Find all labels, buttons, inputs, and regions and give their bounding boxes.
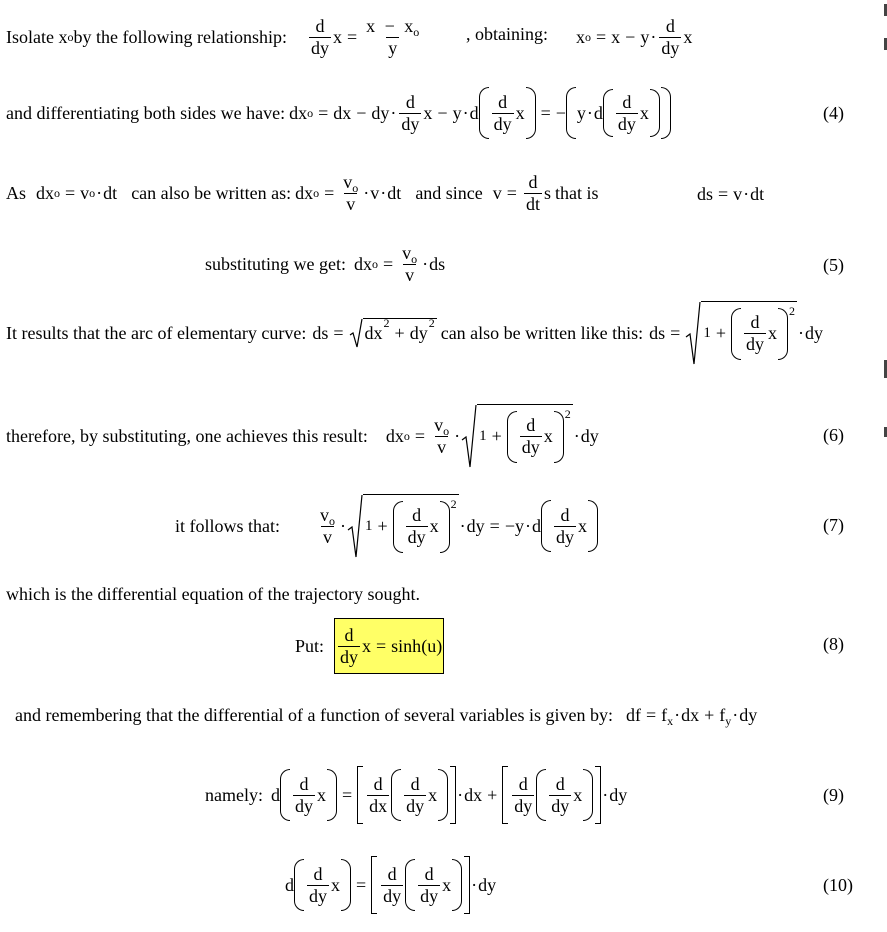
as-statement: As dx o = v o · dt can also be written as: dx o = $\frac{v_o}{v}$ · v · dt and since v = $\frac{d}{dt}$ s that is [6,171,599,214]
equation-label-7: (7) [823,515,844,535]
that-is-text: that is [554,182,599,203]
equation-label-9: (9) [823,785,844,805]
put-text: Put: [295,635,325,656]
follows-text: it follows that: [175,515,280,536]
arc-text: It results that the arc of elementary curve: [6,322,307,343]
written-like-text: can also be written like this: [440,322,644,343]
differentiating-statement: and differentiating both sides we have: dx o = dx − dy · $\frac{d}{dy}$ x − y · d $\frac{d}{dy}$ x = − y · d $\frac{d}{dy}$ x [6,86,671,140]
follows-statement: it follows that: $\frac{v_o}{v}$ · 1 + $\frac{d}{dy}$ x 2 · dy = − y · d $\frac{d}{dy}$ x [175,493,598,559]
substituting-result-statement: therefore, by substituting, one achieves this result: dx o = $\frac{v_o}{v}$ · 1 + $\frac{d}{dy}$ x 2 · dy [6,403,599,469]
equation-label-4: (4) [823,103,844,123]
ds-equals-vdt: ds = v·dt [697,184,765,204]
namely-statement: namely: d $\frac{d}{dy}$ x = $\frac{d}{dx}$ $\frac{d}{dy}$ x · dx + $\frac{d}{dy}$ $\frac{d}{dy}$ x · dy [205,764,627,826]
highlighted-substitution: $\frac{d}{dy}$ x = sinh ( u ) [334,618,444,674]
remembering-statement: and remembering that the differential of a function of several variables is given by: df = $f_x\cdot dx + f_y\cdot dy$ [15,705,758,728]
substituting-text: substituting we get: [205,253,346,274]
relationship-text: by the following relationship: [73,26,287,47]
obtaining-text: , obtaining: [466,24,548,44]
put-statement [295,618,444,674]
remembering-text: and remembering that the differential of a function of several variables is given by: [15,705,613,725]
substituting-result-text: therefore, by substituting, one achieves this result: [6,425,368,446]
derivative-operator: $\frac{d}{dy}$ [310,15,329,58]
isolate-text: Isolate x [6,26,68,47]
equation-x0: x o = x − y · $\frac{d}{dy}$ x [576,15,693,58]
equation-label-5: (5) [823,255,844,275]
as-text: As [6,182,27,203]
equation-10: d $\frac{d}{dy}$ x = $\frac{d}{dy}$ $\frac{d}{dy}$ x · dy [285,854,496,916]
written-as-text: can also be written as: [131,182,292,203]
equation-label-8: (8) [823,634,844,654]
equation-label-6: (6) [823,425,844,445]
and-since-text: and since [415,182,483,203]
isolate-statement: Isolate x o by the following relationship: $\frac{d}{dy}$ x = $\frac{x - x_o}{y}$ [6,15,420,58]
relationship-fraction: $\frac{x - x_o}{y}$ [366,15,420,58]
namely-text: namely: [205,784,263,805]
substituting-statement: substituting we get: dx o = $\frac{v_o}{v}$ · ds [205,242,446,285]
differential-equation-text: which is the differential equation of the trajectory sought. [6,584,421,604]
equation-label-10: (10) [823,875,853,895]
differentiating-text: and differentiating both sides we have: [6,102,286,123]
arc-statement: It results that the arc of elementary curve: ds = dx 2 + dy 2 can also be written like this: ds = 1 + $\frac{d}{dy}$ x 2 · dy [6,300,823,366]
